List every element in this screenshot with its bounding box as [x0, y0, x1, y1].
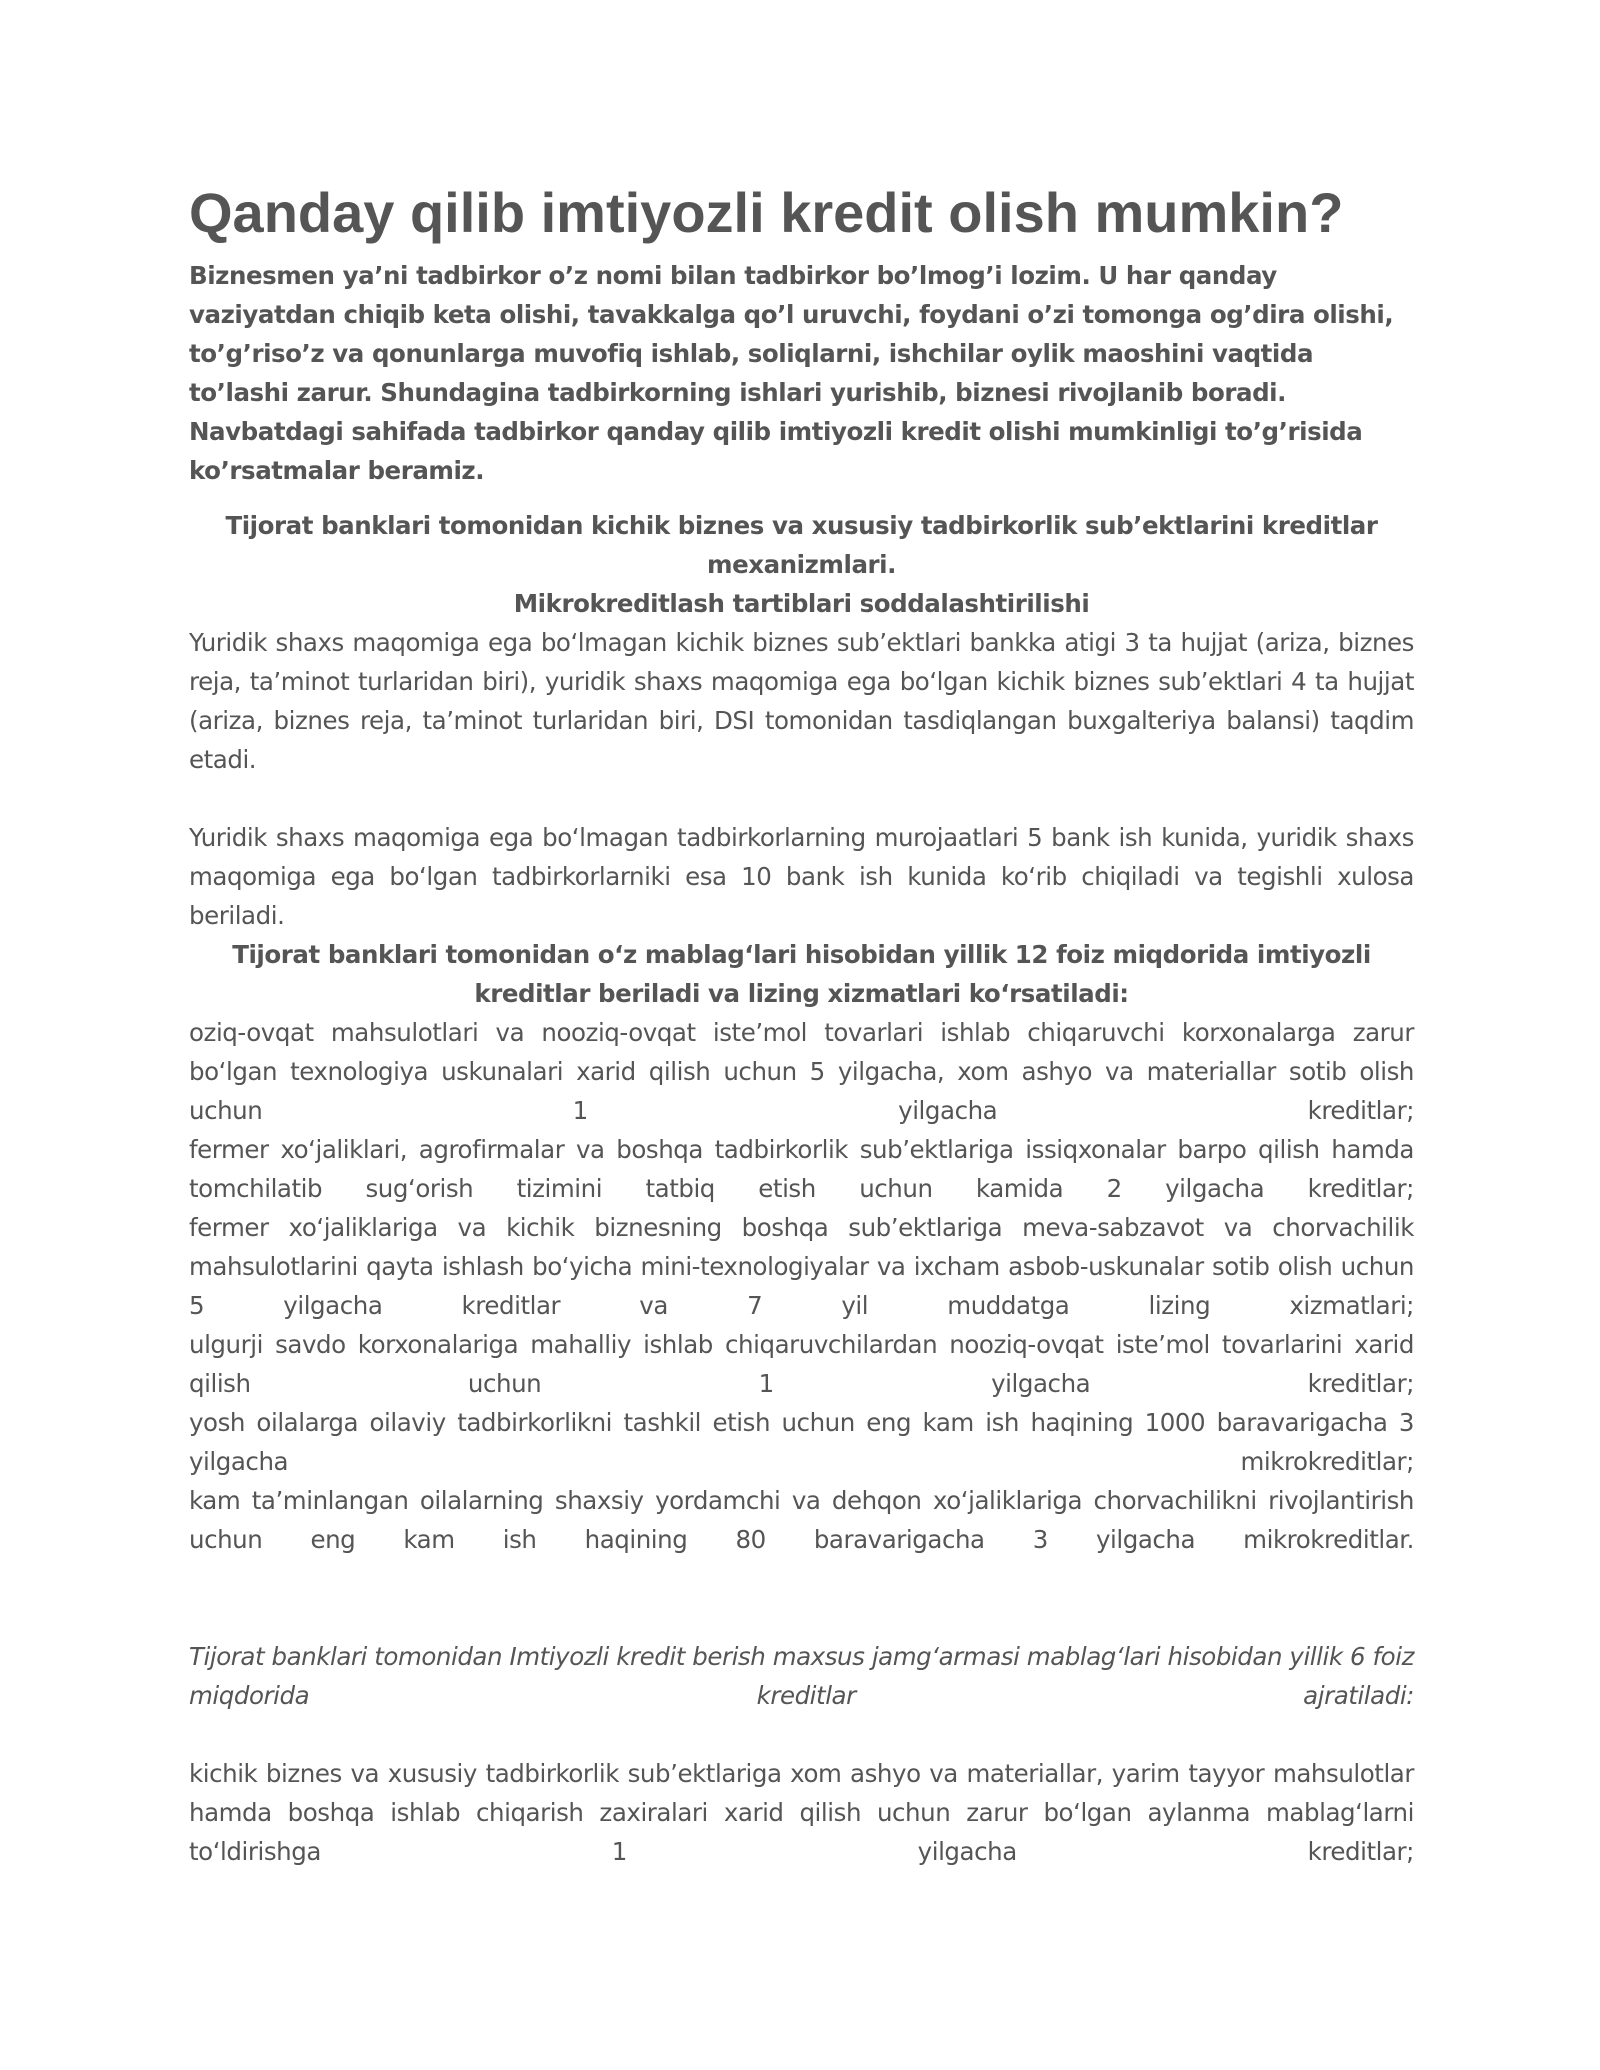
section2-heading: Tijorat banklari tomonidan o‘z mablag‘lari hisobidan yillik 12 foiz miqdorida imtiyozli kreditlar beriladi va lizing xizmatlari ko‘rsatiladi: [232, 940, 1371, 1008]
list-item: fermer xo‘jaliklariga va kichik biznesning boshqa sub’ektlariga meva-sabzavot va chorvachilik mahsulotlarini qayta ishlash bo‘yicha mini-texnologiyalar va ixcham asbob-uskunalar sotib olish uchun 5 yilgacha kreditlar va 7 yil muddatga lizing xizmatlari; [189, 1213, 1414, 1320]
list-item: oziq-ovqat mahsulotlari va nooziq-ovqat iste’mol tovarlari ishlab chiqaruvchi korxonalarga zarur bo‘lgan texnologiya uskunalari xarid qilish uchun 5 yilgacha, xom ashyo va materiallar sotib olish uchun 1 yilgacha kreditlar; [189, 1018, 1414, 1125]
section1-subheading: Mikrokreditlash tartiblari soddalashtirilishi [513, 589, 1090, 618]
section1-heading: Tijorat banklari tomonidan kichik biznes va xususiy tadbirkorlik sub’ektlarini kreditlar mexanizmlari. [225, 511, 1378, 579]
section3-heading: Tijorat banklari tomonidan Imtiyozli kredit berish maxsus jamg‘armasi mablag‘lari hisobidan yillik 6 foiz miqdorida kreditlar ajratiladi: [189, 1642, 1414, 1710]
section1-paragraph-1: Yuridik shaxs maqomiga ega bo‘lmagan kichik biznes sub’ektlari bankka atigi 3 ta hujjat (ariza, biznes reja, ta’minot turlaridan biri), yuridik shaxs maqomiga ega bo‘lgan kichik biznes sub’ektlari 4 ta hujjat (ariza, biznes reja, ta’minot turlaridan biri, DSI tomonidan tasdiqlangan buxgalteriya balansi) taqdim etadi. [189, 628, 1414, 774]
list-item: ulgurji savdo korxonalariga mahalliy ishlab chiqaruvchilardan nooziq-ovqat iste’mol tovarlarini xarid qilish uchun 1 yilgacha kreditlar; [189, 1330, 1414, 1398]
section1-paragraph-2: Yuridik shaxs maqomiga ega bo‘lmagan tadbirkorlarning murojaatlari 5 bank ish kunida, yuridik shaxs maqomiga ega bo‘lgan tadbirkorlarniki esa 10 bank ish kunida ko‘rib chiqiladi va tegishli xulosa beriladi. [189, 823, 1414, 930]
page-title: Qanday qilib imtiyozli kredit olish mumkin? [189, 181, 1344, 244]
document-page [189, 180, 1414, 1871]
list-item: kichik biznes va xususiy tadbirkorlik sub’ektlariga xom ashyo va materiallar, yarim tayyor mahsulotlar hamda boshqa ishlab chiqarish zaxiralari xarid qilish uchun zarur bo‘lgan aylanma mablag‘larni to‘ldirishga 1 yilgacha kreditlar; [189, 1759, 1414, 1866]
list-item: kam ta’minlangan oilalarning shaxsiy yordamchi va dehqon xo‘jaliklariga chorvachilikni rivojlantirish uchun eng kam ish haqining 80 baravarigacha 3 yilgacha mikrokreditlar. [189, 1486, 1414, 1554]
list-item: fermer xo‘jaliklari, agrofirmalar va boshqa tadbirkorlik sub’ektlariga issiqxonalar barpo qilish hamda tomchilatib sug‘orish tizimini tatbiq etish uchun kamida 2 yilgacha kreditlar; [189, 1135, 1414, 1203]
list-item: yosh oilalarga oilaviy tadbirkorlikni tashkil etish uchun eng kam ish haqining 1000 baravarigacha 3 yilgacha mikrokreditlar; [189, 1408, 1414, 1476]
intro-paragraph: Biznesmen ya’ni tadbirkor o’z nomi bilan tadbirkor bo’lmog’i lozim. U har qanday vaziyatdan chiqib keta olishi, tavakkalga qo’l uruvchi, foydani o’zi tomonga og’dira olishi, to’g’riso’z va qonunlarga muvofiq ishlab, soliqlarni, ishchilar oylik maoshini vaqtida to’lashi zarur. Shundagina tadbirkorning ishlari yurishib, biznesi rivojlanib boradi. Navbatdagi sahifada tadbirkor qanday qilib imtiyozli kredit olishi mumkinligi to’g’risida ko’rsatmalar beramiz. [189, 261, 1394, 485]
